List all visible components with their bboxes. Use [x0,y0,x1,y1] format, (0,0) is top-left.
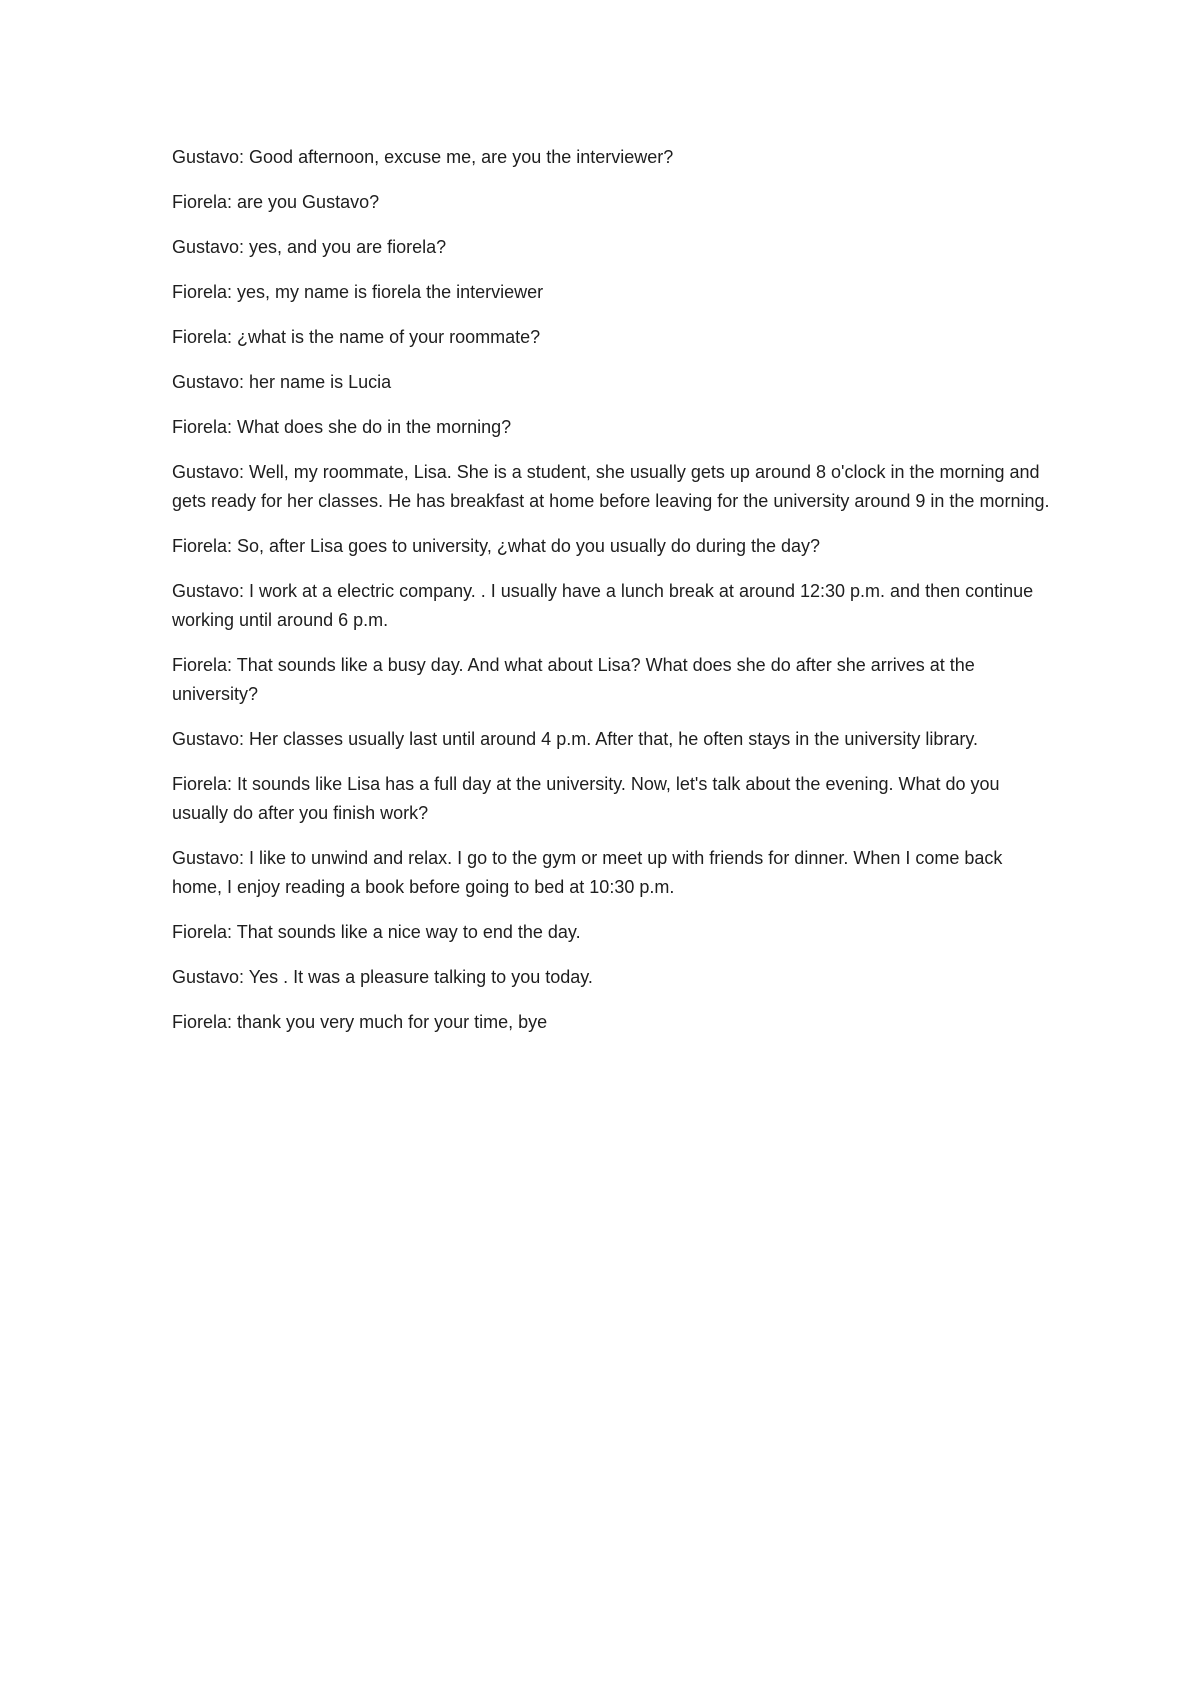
transcript-line: Gustavo: Well, my roommate, Lisa. She is a student, she usually gets up around 8 o'clock in the morning and gets ready for her classes. He has breakfast at home before leaving for the university around 9 in the morning. [172,462,1050,511]
transcript-line: Fiorela: That sounds like a busy day. And what about Lisa? What does she do after she arrives at the university? [172,655,975,704]
transcript-line: Fiorela: ¿what is the name of your roommate? [172,327,541,347]
transcript-line: Fiorela: That sounds like a nice way to end the day. [172,922,581,942]
transcript-line: Fiorela: yes, my name is fiorela the interviewer [172,282,544,302]
transcript-line: Fiorela: thank you very much for your time, bye [172,1012,548,1032]
transcript-line: Gustavo: yes, and you are fiorela? [172,237,447,257]
transcript-line: Gustavo: I like to unwind and relax. I go to the gym or meet up with friends for dinner. When I come back home, I enjoy reading a book before going to bed at 10:30 p.m. [172,848,1003,897]
transcript-line: Fiorela: are you Gustavo? [172,192,380,212]
interview-transcript [172,143,1052,1053]
transcript-line: Gustavo: Her classes usually last until around 4 p.m. After that, he often stays in the university library. [172,729,979,749]
transcript-line: Gustavo: Good afternoon, excuse me, are you the interviewer? [172,147,674,167]
transcript-line: Gustavo: her name is Lucia [172,372,392,392]
transcript-line: Fiorela: So, after Lisa goes to university, ¿what do you usually do during the day? [172,536,821,556]
transcript-line: Fiorela: It sounds like Lisa has a full day at the university. Now, let's talk about the evening. What do you usually do after you finish work? [172,774,1000,823]
transcript-line: Gustavo: I work at a electric company. . I usually have a lunch break at around 12:30 p.m. and then continue working until around 6 p.m. [172,581,1034,630]
transcript-line: Gustavo: Yes . It was a pleasure talking to you today. [172,967,593,987]
transcript-line: Fiorela: What does she do in the morning? [172,417,512,437]
